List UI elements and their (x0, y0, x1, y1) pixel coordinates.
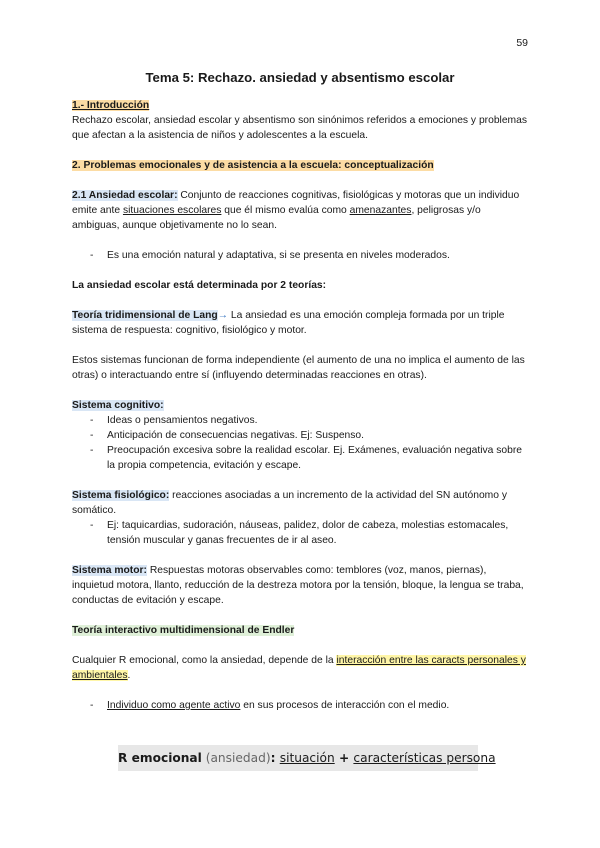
subsection-heading-ansiedad: 2.1 Ansiedad escolar: (72, 190, 178, 201)
section-introduction (72, 98, 528, 113)
callout-plus: + (334, 751, 354, 765)
cognitivo-list (72, 413, 528, 473)
document-title: Tema 5: Rechazo. ansiedad y absentismo escolar (145, 70, 455, 85)
underlined-situaciones-escolares: situaciones escolares (122, 205, 222, 216)
underlined-agente-activo: Individuo como agente activo (107, 700, 241, 711)
section-heading-introduction: 1.- Introducción (72, 100, 150, 111)
definition-text-a: Conjunto de reacciones cognitivas, fisiológicas y motoras que un individuo emite ante (72, 190, 520, 216)
callout-caracteristicas: características persona (353, 751, 496, 765)
endler-theory (72, 623, 528, 638)
endler-bullet-rest: en sus procesos de interacción con el medio. (240, 700, 450, 711)
lang-theory-text: La ansiedad es una emoción compleja formada por un triple sistema de respuesta: cognitivo, fisiológico y motor. (72, 310, 505, 336)
endler-text-a: Cualquier R emocional, como la ansiedad, depende de la (72, 655, 337, 666)
list-item: - Ej: taquicardias, sudoración, náuseas, palidez, dolor de cabeza, molestias estomacales, tensión muscular y ganas frecuentes de ir al aseo. (72, 518, 528, 548)
page-number: 59 (516, 37, 528, 49)
document-body (72, 70, 528, 713)
definition-text-b: que él mismo evalúa como (221, 205, 350, 216)
fisiologico-list (72, 518, 528, 548)
list-item: - Ideas o pensamientos negativos. (72, 413, 528, 428)
section-heading-conceptualization: 2. Problemas emocionales y de asistencia a la escuela: conceptualización (72, 160, 434, 171)
callout-colon: : (270, 751, 280, 765)
definition-text-c: , peligrosas y/o ambiguas, aunque objetivamente no lo sean. (72, 205, 481, 231)
list-item: - Es una emoción natural y adaptativa, si se presenta en niveles moderados. (72, 248, 528, 263)
sistema-cognitivo-heading: Sistema cognitivo: (72, 400, 164, 411)
sistema-fisiologico-heading: Sistema fisiológico: (72, 490, 170, 501)
list-item: - Anticipación de consecuencias negativas. Ej: Suspenso. (72, 428, 528, 443)
introduction-text: Rechazo escolar, ansiedad escolar y absentismo son sinónimos referidos a emociones y problemas que afectan a la asistencia de niños y adolescentes a la escuela. (72, 115, 528, 141)
arrow-icon: → (217, 310, 229, 321)
sistema-fisiologico (72, 488, 528, 518)
ansiedad-escolar-definition (72, 188, 528, 233)
ansiedad-bullet-list (72, 248, 528, 263)
theories-intro: La ansiedad escolar está determinada por 2 teorías: (72, 280, 327, 291)
formula-callout (118, 745, 496, 771)
endler-text (72, 653, 528, 683)
callout-ansiedad: (ansiedad) (201, 751, 271, 765)
sistema-motor (72, 563, 528, 608)
lang-theory (72, 308, 528, 338)
endler-bullet-list (72, 698, 528, 713)
section-conceptualization (72, 158, 528, 173)
highlight-interaccion: interacción entre las caracts personales y ambientales (72, 655, 526, 681)
endler-text-b: . (127, 670, 131, 681)
list-item: - Preocupación excesiva sobre la realidad escolar. Ej. Exámenes, evaluación negativa sobre la propia competencia, evitación y escape. (72, 443, 528, 473)
fisiologico-text: reacciones asociadas a un incremento de la actividad del SN autónomo y somático. (72, 490, 507, 516)
callout-r-emocional: R emocional (118, 751, 202, 765)
callout-situacion: situación (279, 751, 335, 765)
sistema-cognitivo (72, 398, 528, 413)
sistema-motor-heading: Sistema motor: (72, 565, 147, 576)
lang-theory-heading: Teoría tridimensional de Lang (72, 310, 218, 321)
lang-systems-paragraph: Estos sistemas funcionan de forma independiente (el aumento de una no implica el aumento de las otras) o interactuando entre sí (influyendo determinadas reacciones en otras). (72, 355, 525, 381)
underlined-amenazantes: amenazantes (349, 205, 412, 216)
endler-theory-heading: Teoría interactivo multidimensional de Endler (72, 625, 295, 636)
list-item (72, 698, 528, 713)
motor-text: Respuestas motoras observables como: temblores (voz, manos, piernas), inquietud motora, llanto, reducción de la destreza motora por la tensión, bloque, la lengua se traba, conductas de evitación y escape. (72, 565, 524, 606)
